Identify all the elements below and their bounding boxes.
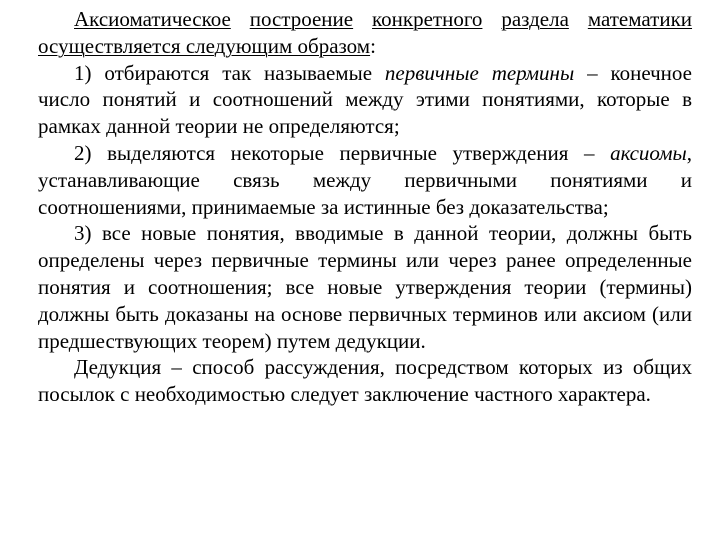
intro-paragraph xyxy=(38,6,692,60)
item-2-text-before: 2) выделяются некоторые первичные утверждения – xyxy=(74,140,611,165)
intro-word-5: математики осуществляется следующим образом xyxy=(38,7,693,58)
intro-colon: : xyxy=(370,33,376,58)
intro-word-3: конкретного xyxy=(372,7,483,31)
item-3-text: 3) все новые понятия, вводимые в данной теории, должны быть определены через первичные термины или через ранее определенные понятия и соотношения; все новые утверждения теории (термины) должны быть доказаны на основе первичных терминов или аксиом (или предшествующих теорем) путем дедукции. xyxy=(38,221,692,353)
intro-word-4: раздела xyxy=(501,7,569,31)
deduction-paragraph xyxy=(38,354,692,408)
document-page xyxy=(38,6,692,408)
intro-word-2: построение xyxy=(249,7,354,31)
intro-word-1: Аксиоматическое xyxy=(74,7,231,31)
item-1-text-after: – конечное число понятий и соотношений между этими понятиями, которые в рамках данной теории не определяются; xyxy=(38,60,692,139)
item-2-term: аксиомы xyxy=(610,140,687,165)
item-2-text-after: , устанавливающие связь между первичными понятиями и соотношениями, принимаемые за истинные без доказательства; xyxy=(38,140,692,219)
item-1-paragraph xyxy=(38,60,692,140)
item-1-term: первичные термины xyxy=(384,60,575,85)
deduction-text: Дедукция – способ рассуждения, посредством которых из общих посылок с необходимостью следует заключение частного характера. xyxy=(38,355,692,407)
item-2-paragraph xyxy=(38,140,692,220)
item-3-paragraph xyxy=(38,220,692,354)
item-1-text-before: 1) отбираются так называемые xyxy=(74,60,385,85)
